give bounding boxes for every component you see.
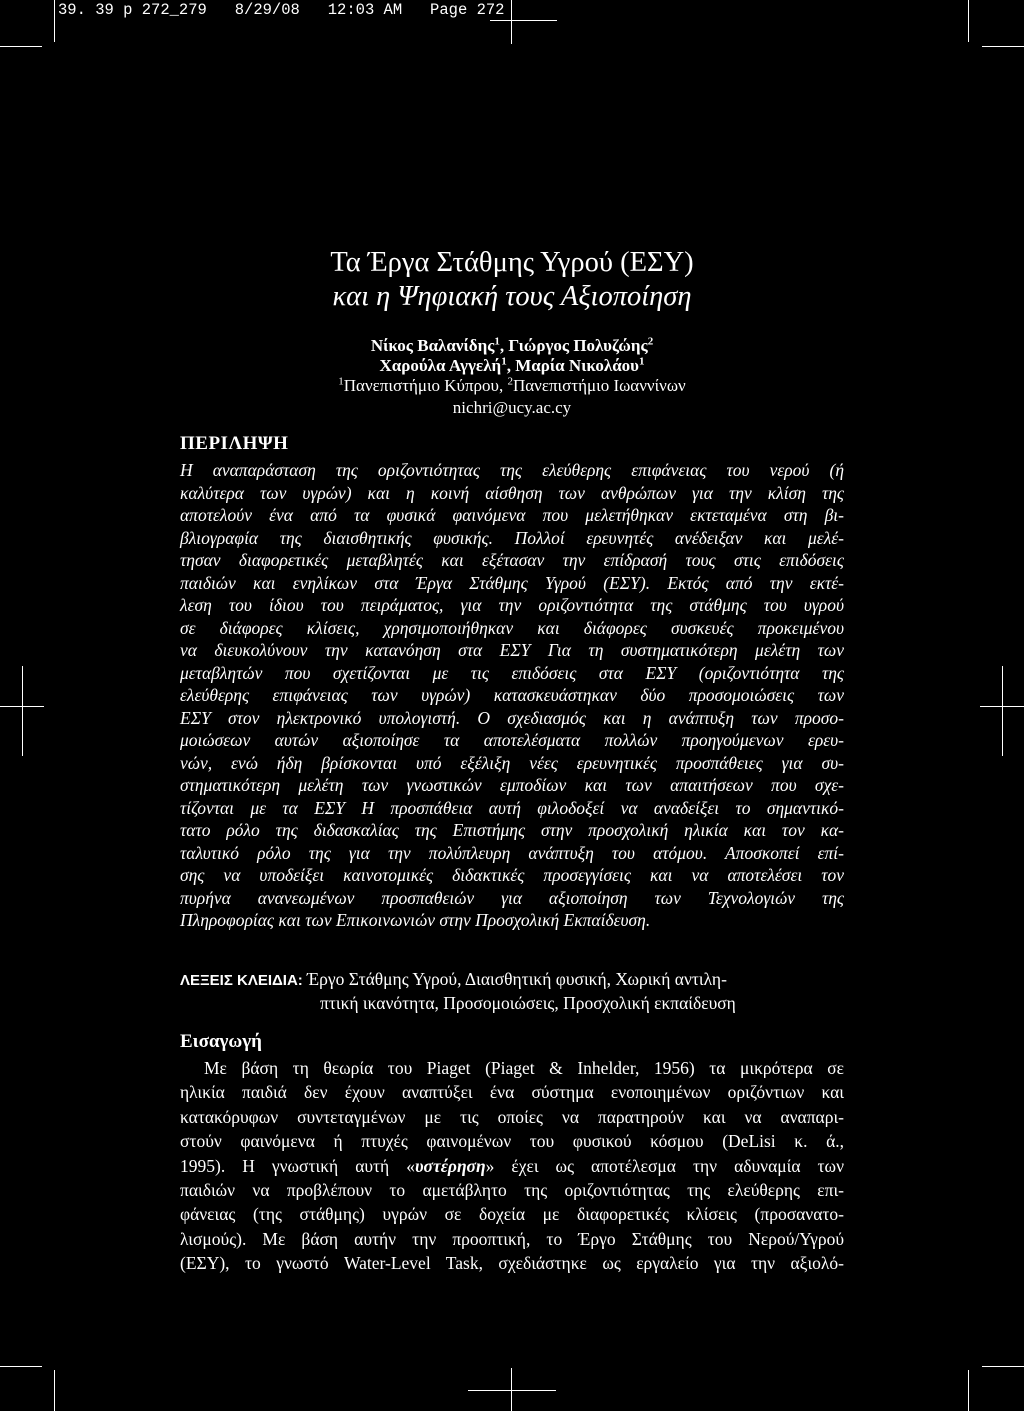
abstract-line: ΕΣΥ στον ηλεκτρονικό υπολογιστή. Ο σχεδιασμός και η ανάπτυξη των προσο-: [180, 707, 844, 728]
abstract-line: Η αναπαράσταση της οριζοντιότητας της ελεύθερης επιφάνειας του νερού (ή: [180, 460, 844, 480]
paper-title: Τα Έργα Στάθμης Υγρού (ΕΣΥ): [330, 247, 694, 278]
registration-mark: [468, 1390, 556, 1391]
crop-mark: [982, 1366, 1024, 1367]
abstract-line: πυρήνα ανανεωμένων προσπαθειών για αξιοποίηση των Τεχνολογιών της: [180, 887, 844, 908]
author-email: nichri@ucy.ac.cy: [452, 398, 572, 417]
abstract-line: ταλυτικό ρόλο της για την πολύπλευρη ανάπτυξη του ατόμου. Αποσκοπεί επί-: [180, 842, 844, 863]
emphasis-term: υστέρηση: [414, 1155, 486, 1176]
body-line: στούν φαινόμενα ή πτυχές φαινομένων του φυσικού κόσμου (DeLisi κ. ά.,: [180, 1131, 844, 1152]
abstract-line: τατο ρόλο της διδασκαλίας της Επιστήμης στην προσχολική ηλικία και τον κα-: [180, 820, 844, 840]
body-line: ηλικία παιδιά δεν έχουν αναπτύξει ένα σύστημα ενοποιημένων οριζόντιων και: [180, 1082, 844, 1103]
abstract-line: τίζονται με τα ΕΣΥ Η προσπάθεια αυτή φιλοδοξεί να αναδείξει το σημαντικό-: [180, 797, 844, 818]
body-text: 1995). Η γνωστική αυτή «: [180, 1155, 415, 1176]
author-name: , Γιώργος Πολυζώης: [499, 336, 648, 355]
crop-mark: [0, 1366, 42, 1367]
body-line: [180, 1154, 844, 1178]
registration-mark: [490, 20, 557, 21]
body-line: παιδιών να προβλέπουν το αμετάβλητο της οριζοντιότητας της ελεύθερης επι-: [180, 1179, 844, 1200]
abstract-line: αποτελούν ένα από τα φυσικά φαινόμενα που μελετήθηκαν εκτεταμένα στη βι-: [180, 505, 844, 525]
section-heading: Εισαγωγή: [180, 1031, 262, 1052]
registration-mark: [980, 706, 1024, 707]
abstract-heading: ΠΕΡΙΛΗΨΗ: [180, 433, 289, 454]
registration-mark: [22, 666, 23, 756]
crop-mark: [968, 0, 969, 42]
body-line: (ΕΣΥ), το γνωστό Water-Level Task, σχεδιάστηκε ως εργαλείο για την αξιολό-: [180, 1253, 844, 1274]
keywords-label: ΛΕΞΕΙΣ ΚΛΕΙΔΙΑ:: [180, 972, 307, 989]
abstract-line: στηματικότερη μελέτη των γνωστικών εμποδίων και των απαιτήσεων που σχε-: [180, 775, 844, 795]
body-line: λισμούς). Με βάση αυτήν την προοπτική, το Έργο Στάθμης του Νερού/Υγρού: [180, 1228, 844, 1249]
abstract-line: μοιώσεων αυτών αξιοποίησε τα αποτελέσματα πολλών προηγούμενων ερευ-: [180, 730, 844, 750]
crop-mark: [982, 46, 1024, 47]
abstract-line: ελεύθερης επιφάνειας των υγρών) κατασκευάστηκαν δύο προσομοιώσεις των: [180, 685, 844, 705]
affiliation-name: Πανεπιστήμιο Κύπρου,: [343, 376, 508, 395]
abstract-line: καλύτερα των υγρών) και η κοινή αίσθηση των ανθρώπων για την κλίση της: [180, 482, 844, 503]
author-line-2: [180, 356, 844, 376]
body-line: Με βάση τη θεωρία του Piaget (Piaget & Inhelder, 1956) τα μικρότερα σε: [204, 1058, 844, 1078]
abstract-line: παιδιών και ενηλίκων στα Έργα Στάθμης Υγρού (ΕΣΥ). Εκτός από την εκτέ-: [180, 572, 844, 593]
keywords: [180, 968, 844, 1015]
affiliation-marker: 1: [501, 355, 507, 368]
abstract-line: βλιογραφία της διαισθητικής φυσικής. Πολλοί ερευνητές ανέδειξαν και μελέ-: [180, 527, 844, 548]
registration-mark: [1002, 666, 1003, 756]
crop-mark: [0, 46, 42, 47]
affiliation-marker: 2: [507, 375, 513, 388]
abstract-line: μεταβλητών που σχετίζονται με τις επιδόσεις στα ΕΣΥ (οριζοντιότητα της: [180, 662, 844, 683]
crop-mark: [54, 0, 55, 42]
keywords-line: [180, 968, 844, 992]
abstract-line: λεση του ίδιου του πειράματος, για την οριζοντιότητα της στάθμης του υγρού: [180, 595, 844, 615]
print-slug: 39. 39 p 272_279 8/29/08 12:03 AM Page 272: [58, 1, 505, 19]
abstract-body: [180, 459, 844, 932]
body-text: » έχει ως αποτέλεσμα την αδυναμία των: [485, 1155, 844, 1176]
section-body: [180, 1056, 844, 1276]
affiliation-marker: 1: [639, 355, 645, 368]
body-line: φάνειας (της στάθμης) υγρών σε δοχεία με διαφορετικές κλίσεις (προσανατο-: [180, 1204, 844, 1225]
abstract-line: τησαν διαφορετικές μεταβλητές και εξέτασαν την επίδρασή τους στις επιδόσεις: [180, 550, 844, 570]
body-line: κατακόρυφων συντεταγμένων με τις οποίες να παρατηρούν και να αναπαρι-: [180, 1106, 844, 1127]
affiliations: [180, 376, 844, 396]
keywords-line: πτική ικανότητα, Προσομοιώσεις, Προσχολική εκπαίδευση: [320, 993, 736, 1013]
paper-subtitle: και η Ψηφιακή τους Αξιοποίηση: [332, 281, 692, 312]
crop-mark: [968, 1370, 969, 1411]
registration-mark: [511, 0, 512, 44]
abstract-line: σης να υποδείξει καινοτομικές διδακτικές προσεγγίσεις και να αποτελέσει τον: [180, 865, 844, 885]
registration-mark: [0, 706, 44, 707]
author-name: Νίκος Βαλανίδης: [370, 336, 495, 355]
abstract-line: νών, ενώ ήδη βρίσκονται υπό εξέλιξη νέες ερευνητικές προσπάθειες για συ-: [180, 752, 844, 773]
author-name: , Μαρία Νικολάου: [506, 356, 640, 375]
keywords-text: Έργο Στάθμης Υγρού, Διαισθητική φυσική, Χωρική αντιλη-: [306, 969, 727, 989]
crop-mark: [54, 1370, 55, 1411]
author-line-1: [180, 336, 844, 356]
abstract-line: να διευκολύνουν την κατανόηση στα ΕΣΥ Για τη συστηματικότερη μελέτη των: [180, 640, 844, 660]
author-name: Χαρούλα Αγγελή: [379, 356, 502, 375]
abstract-line: Πληροφορίας και των Επικοινωνιών στην Προσχολική Εκπαίδευση.: [180, 910, 651, 930]
affiliation-name: Πανεπιστήμιο Ιωαννίνων: [512, 376, 686, 395]
affiliation-marker: 2: [647, 335, 654, 348]
affiliation-marker: 1: [338, 375, 344, 388]
abstract-line: σε διάφορες κλίσεις, χρησιμοποιήθηκαν και διάφορες συσκευές προκειμένου: [180, 617, 844, 638]
affiliation-marker: 1: [494, 335, 500, 348]
